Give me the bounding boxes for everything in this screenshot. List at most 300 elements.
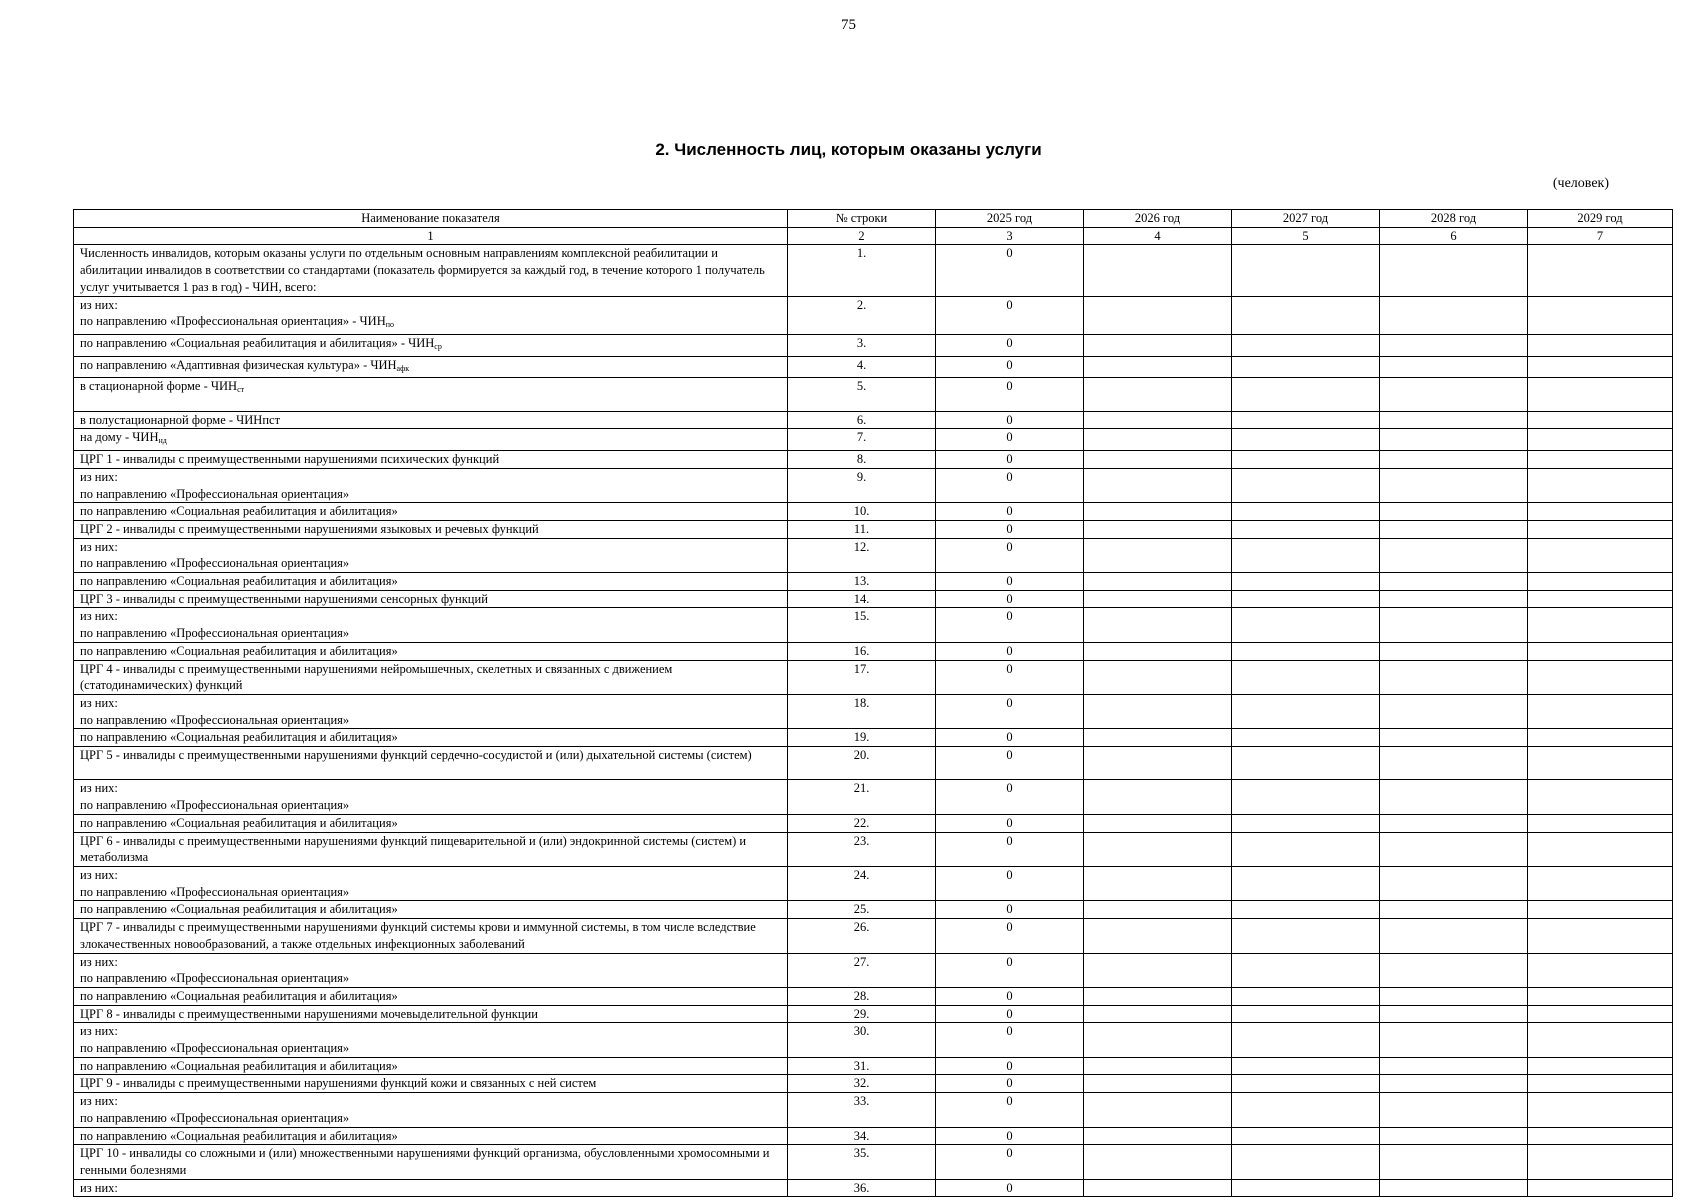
value-2025-cell: 0 bbox=[936, 642, 1084, 660]
table-row bbox=[74, 1023, 1673, 1057]
value-2027-cell bbox=[1232, 451, 1380, 469]
value-2027-cell bbox=[1232, 573, 1380, 591]
row-number-cell: 7. bbox=[788, 429, 936, 451]
value-2025-cell: 0 bbox=[936, 378, 1084, 411]
value-2029-cell bbox=[1528, 866, 1673, 900]
value-2026-cell bbox=[1084, 356, 1232, 378]
value-2026-cell bbox=[1084, 245, 1232, 296]
value-2029-cell bbox=[1528, 729, 1673, 747]
row-number-cell: 25. bbox=[788, 901, 936, 919]
value-2029-cell bbox=[1528, 1145, 1673, 1179]
indicator-text: Численность инвалидов, которым оказаны услуги по отдельным основным направлениям комплексной реабилитации и абилитации инвалидов в соответствии со стандартами (показатель формируется за каждый год, в течение которого 1 получатель услуг учитывается 1 раз в год) - ЧИН, всего: bbox=[80, 246, 765, 294]
indicator-text: из них: bbox=[80, 1180, 118, 1195]
value-2025-cell: 0 bbox=[936, 866, 1084, 900]
row-number-cell: 2. bbox=[788, 296, 936, 334]
value-2026-cell bbox=[1084, 729, 1232, 747]
indicator-text: из них: bbox=[80, 539, 118, 554]
value-2026-cell bbox=[1084, 832, 1232, 866]
value-2027-cell bbox=[1232, 832, 1380, 866]
indicator-text: по направлению «Профессиональная ориентация» bbox=[80, 556, 350, 571]
value-2026-cell bbox=[1084, 429, 1232, 451]
indicator-name-cell bbox=[74, 987, 788, 1005]
table-row bbox=[74, 334, 1673, 356]
value-2025-cell: 0 bbox=[936, 919, 1084, 953]
value-2025-cell: 0 bbox=[936, 520, 1084, 538]
value-2027-cell bbox=[1232, 411, 1380, 429]
value-2028-cell bbox=[1380, 953, 1528, 987]
column-number: 3 bbox=[936, 227, 1084, 245]
page-number: 75 bbox=[841, 17, 856, 33]
indicator-text: ЦРГ 8 - инвалиды с преимущественными нарушениями мочевыделительной функции bbox=[80, 1006, 538, 1021]
value-2027-cell bbox=[1232, 245, 1380, 296]
indicator-text: по направлению «Профессиональная ориентация» bbox=[80, 971, 350, 986]
value-2027-cell bbox=[1232, 953, 1380, 987]
indicator-name-cell bbox=[74, 832, 788, 866]
row-number-cell: 1. bbox=[788, 245, 936, 296]
indicator-name-cell bbox=[74, 1057, 788, 1075]
indicator-text: по направлению «Профессиональная ориентация» bbox=[80, 712, 350, 727]
indicator-name-cell bbox=[74, 866, 788, 900]
indicator-text: по направлению «Профессиональная ориентация» bbox=[80, 1041, 350, 1056]
value-2028-cell bbox=[1380, 780, 1528, 814]
row-number-cell: 19. bbox=[788, 729, 936, 747]
value-2026-cell bbox=[1084, 573, 1232, 591]
value-2027-cell bbox=[1232, 503, 1380, 521]
value-2025-cell: 0 bbox=[936, 608, 1084, 642]
value-2028-cell bbox=[1380, 747, 1528, 780]
indicator-name-cell bbox=[74, 1005, 788, 1023]
value-2029-cell bbox=[1528, 356, 1673, 378]
value-2027-cell bbox=[1232, 729, 1380, 747]
indicator-text: ЦРГ 4 - инвалиды с преимущественными нарушениями нейромышечных, скелетных и связанных с движением (статодинамических) функций bbox=[80, 661, 673, 693]
value-2025-cell: 0 bbox=[936, 451, 1084, 469]
value-2026-cell bbox=[1084, 451, 1232, 469]
row-number-cell: 21. bbox=[788, 780, 936, 814]
table-row bbox=[74, 451, 1673, 469]
indicator-name-cell bbox=[74, 747, 788, 780]
row-number-cell: 33. bbox=[788, 1093, 936, 1127]
value-2027-cell bbox=[1232, 590, 1380, 608]
value-2029-cell bbox=[1528, 953, 1673, 987]
value-2027-cell bbox=[1232, 660, 1380, 694]
table-row bbox=[74, 642, 1673, 660]
value-2026-cell bbox=[1084, 987, 1232, 1005]
value-2028-cell bbox=[1380, 590, 1528, 608]
indicator-text: по направлению «Профессиональная ориентация» bbox=[80, 486, 350, 501]
indicator-text: из них: bbox=[80, 695, 118, 710]
indicator-text: по направлению «Социальная реабилитация и абилитация» bbox=[80, 574, 398, 589]
value-2027-cell bbox=[1232, 1127, 1380, 1145]
value-2029-cell bbox=[1528, 1127, 1673, 1145]
value-2029-cell bbox=[1528, 1075, 1673, 1093]
table-row bbox=[74, 832, 1673, 866]
table-row bbox=[74, 538, 1673, 572]
row-number-cell: 16. bbox=[788, 642, 936, 660]
value-2027-cell bbox=[1232, 1005, 1380, 1023]
value-2028-cell bbox=[1380, 1075, 1528, 1093]
value-2028-cell bbox=[1380, 296, 1528, 334]
value-2027-cell bbox=[1232, 1093, 1380, 1127]
column-number: 6 bbox=[1380, 227, 1528, 245]
indicator-text: ЦРГ 5 - инвалиды с преимущественными нарушениями функций сердечно-сосудистой и (или) дыхательной системы (систем) bbox=[80, 748, 752, 763]
value-2026-cell bbox=[1084, 538, 1232, 572]
row-number-cell: 4. bbox=[788, 356, 936, 378]
row-number-cell: 23. bbox=[788, 832, 936, 866]
table-row bbox=[74, 1179, 1673, 1197]
value-2027-cell bbox=[1232, 538, 1380, 572]
value-2028-cell bbox=[1380, 411, 1528, 429]
row-number-cell: 34. bbox=[788, 1127, 936, 1145]
value-2029-cell bbox=[1528, 660, 1673, 694]
value-2029-cell bbox=[1528, 987, 1673, 1005]
value-2026-cell bbox=[1084, 1145, 1232, 1179]
indicator-text: из них: bbox=[80, 1024, 118, 1039]
value-2026-cell bbox=[1084, 503, 1232, 521]
indicator-subscript: нд bbox=[158, 436, 167, 446]
value-2028-cell bbox=[1380, 832, 1528, 866]
indicator-name-cell bbox=[74, 1093, 788, 1127]
indicator-text: по направлению «Профессиональная ориентация» - ЧИН bbox=[80, 314, 386, 329]
row-number-cell: 31. bbox=[788, 1057, 936, 1075]
value-2028-cell bbox=[1380, 608, 1528, 642]
table-row bbox=[74, 1057, 1673, 1075]
value-2025-cell: 0 bbox=[936, 356, 1084, 378]
table-row bbox=[74, 590, 1673, 608]
indicator-text: ЦРГ 7 - инвалиды с преимущественными нарушениями функций системы крови и иммунной системы, в том числе вследствие злокачественных новообразований, а также отдельных инфекционных заболеваний bbox=[80, 920, 756, 951]
value-2025-cell: 0 bbox=[936, 1005, 1084, 1023]
indicator-name-cell bbox=[74, 245, 788, 296]
row-number-cell: 20. bbox=[788, 747, 936, 780]
value-2027-cell bbox=[1232, 919, 1380, 953]
value-2028-cell bbox=[1380, 468, 1528, 502]
table-row bbox=[74, 1075, 1673, 1093]
value-2029-cell bbox=[1528, 411, 1673, 429]
indicator-text: из них: bbox=[80, 1094, 118, 1109]
value-2025-cell: 0 bbox=[936, 334, 1084, 356]
value-2025-cell: 0 bbox=[936, 1145, 1084, 1179]
indicator-name-cell bbox=[74, 356, 788, 378]
row-number-cell: 24. bbox=[788, 866, 936, 900]
value-2026-cell bbox=[1084, 660, 1232, 694]
value-2025-cell: 0 bbox=[936, 832, 1084, 866]
value-2026-cell bbox=[1084, 1023, 1232, 1057]
value-2028-cell bbox=[1380, 429, 1528, 451]
row-number-cell: 5. bbox=[788, 378, 936, 411]
indicator-text: в полустационарной форме - ЧИНпст bbox=[80, 412, 281, 427]
indicator-text: по направлению «Социальная реабилитация и абилитация» bbox=[80, 1128, 398, 1143]
indicator-name-cell bbox=[74, 1023, 788, 1057]
indicator-name-cell bbox=[74, 1075, 788, 1093]
table-body bbox=[74, 245, 1673, 1197]
value-2026-cell bbox=[1084, 411, 1232, 429]
row-number-cell: 11. bbox=[788, 520, 936, 538]
indicator-text: ЦРГ 9 - инвалиды с преимущественными нарушениями функций кожи и связанных с ней систем bbox=[80, 1076, 597, 1091]
value-2029-cell bbox=[1528, 901, 1673, 919]
section-title: 2. Численность лиц, которым оказаны услуги bbox=[655, 140, 1042, 159]
header-indicator-name: Наименование показателя bbox=[74, 210, 788, 228]
value-2028-cell bbox=[1380, 660, 1528, 694]
value-2028-cell bbox=[1380, 451, 1528, 469]
header-year-2027: 2027 год bbox=[1232, 210, 1380, 228]
value-2025-cell: 0 bbox=[936, 1179, 1084, 1197]
value-2026-cell bbox=[1084, 780, 1232, 814]
table-row bbox=[74, 1093, 1673, 1127]
table-row bbox=[74, 901, 1673, 919]
value-2025-cell: 0 bbox=[936, 694, 1084, 728]
value-2028-cell bbox=[1380, 245, 1528, 296]
indicator-name-cell bbox=[74, 901, 788, 919]
indicator-text: по направлению «Профессиональная ориентация» bbox=[80, 626, 350, 641]
row-number-cell: 26. bbox=[788, 919, 936, 953]
indicator-name-cell bbox=[74, 729, 788, 747]
value-2027-cell bbox=[1232, 642, 1380, 660]
value-2027-cell bbox=[1232, 296, 1380, 334]
table-row bbox=[74, 694, 1673, 728]
table-header-row bbox=[74, 210, 1673, 228]
value-2029-cell bbox=[1528, 1093, 1673, 1127]
value-2026-cell bbox=[1084, 901, 1232, 919]
indicator-name-cell bbox=[74, 953, 788, 987]
indicator-text: ЦРГ 1 - инвалиды с преимущественными нарушениями психических функций bbox=[80, 452, 500, 467]
value-2029-cell bbox=[1528, 590, 1673, 608]
value-2025-cell: 0 bbox=[936, 953, 1084, 987]
header-row-number: № строки bbox=[788, 210, 936, 228]
indicator-text: ЦРГ 6 - инвалиды с преимущественными нарушениями функций пищеварительной и (или) эндокринной системы (систем) и метаболизма bbox=[80, 833, 747, 865]
indicator-text: ЦРГ 3 - инвалиды с преимущественными нарушениями сенсорных функций bbox=[80, 591, 488, 606]
value-2025-cell: 0 bbox=[936, 814, 1084, 832]
value-2026-cell bbox=[1084, 1075, 1232, 1093]
value-2025-cell: 0 bbox=[936, 780, 1084, 814]
row-number-cell: 30. bbox=[788, 1023, 936, 1057]
row-number-cell: 13. bbox=[788, 573, 936, 591]
value-2027-cell bbox=[1232, 1179, 1380, 1197]
indicator-name-cell bbox=[74, 451, 788, 469]
indicator-text: на дому - ЧИН bbox=[80, 430, 159, 445]
value-2028-cell bbox=[1380, 1179, 1528, 1197]
value-2028-cell bbox=[1380, 1145, 1528, 1179]
value-2029-cell bbox=[1528, 451, 1673, 469]
table-row bbox=[74, 296, 1673, 334]
value-2027-cell bbox=[1232, 1075, 1380, 1093]
table-row bbox=[74, 1127, 1673, 1145]
indicator-text: из них: bbox=[80, 297, 118, 312]
indicators-table bbox=[73, 209, 1673, 1197]
value-2027-cell bbox=[1232, 1023, 1380, 1057]
indicator-text: по направлению «Социальная реабилитация и абилитация» - ЧИН bbox=[80, 335, 435, 350]
value-2029-cell bbox=[1528, 747, 1673, 780]
row-number-cell: 6. bbox=[788, 411, 936, 429]
row-number-cell: 8. bbox=[788, 451, 936, 469]
value-2025-cell: 0 bbox=[936, 429, 1084, 451]
indicator-text: по направлению «Адаптивная физическая культура» - ЧИН bbox=[80, 357, 397, 372]
value-2026-cell bbox=[1084, 814, 1232, 832]
value-2025-cell: 0 bbox=[936, 987, 1084, 1005]
value-2028-cell bbox=[1380, 538, 1528, 572]
table-row bbox=[74, 953, 1673, 987]
value-2026-cell bbox=[1084, 378, 1232, 411]
value-2025-cell: 0 bbox=[936, 660, 1084, 694]
indicator-name-cell bbox=[74, 814, 788, 832]
value-2026-cell bbox=[1084, 296, 1232, 334]
indicator-name-cell bbox=[74, 590, 788, 608]
units-label: (человек) bbox=[1552, 176, 1609, 191]
value-2027-cell bbox=[1232, 866, 1380, 900]
row-number-cell: 22. bbox=[788, 814, 936, 832]
indicator-text: по направлению «Социальная реабилитация и абилитация» bbox=[80, 643, 398, 658]
value-2025-cell: 0 bbox=[936, 411, 1084, 429]
indicator-text: в стационарной форме - ЧИН bbox=[80, 379, 238, 394]
table-row bbox=[74, 411, 1673, 429]
column-number: 7 bbox=[1528, 227, 1673, 245]
indicator-text: по направлению «Социальная реабилитация и абилитация» bbox=[80, 902, 398, 917]
indicator-text: по направлению «Профессиональная ориентация» bbox=[80, 798, 350, 813]
table-row bbox=[74, 814, 1673, 832]
indicator-name-cell bbox=[74, 608, 788, 642]
row-number-cell: 28. bbox=[788, 987, 936, 1005]
table-row bbox=[74, 520, 1673, 538]
value-2027-cell bbox=[1232, 608, 1380, 642]
value-2027-cell bbox=[1232, 334, 1380, 356]
value-2025-cell: 0 bbox=[936, 1057, 1084, 1075]
indicator-text: по направлению «Социальная реабилитация и абилитация» bbox=[80, 504, 398, 519]
value-2028-cell bbox=[1380, 642, 1528, 660]
value-2028-cell bbox=[1380, 814, 1528, 832]
indicator-subscript: афк bbox=[396, 363, 410, 373]
table-row bbox=[74, 608, 1673, 642]
indicator-name-cell bbox=[74, 694, 788, 728]
indicator-text: по направлению «Социальная реабилитация и абилитация» bbox=[80, 815, 398, 830]
value-2029-cell bbox=[1528, 1057, 1673, 1075]
value-2026-cell bbox=[1084, 468, 1232, 502]
value-2029-cell bbox=[1528, 296, 1673, 334]
value-2029-cell bbox=[1528, 694, 1673, 728]
indicator-text: из них: bbox=[80, 781, 118, 796]
indicator-name-cell bbox=[74, 1179, 788, 1197]
value-2027-cell bbox=[1232, 429, 1380, 451]
value-2027-cell bbox=[1232, 694, 1380, 728]
indicator-name-cell bbox=[74, 378, 788, 411]
table-row bbox=[74, 573, 1673, 591]
value-2027-cell bbox=[1232, 1145, 1380, 1179]
value-2028-cell bbox=[1380, 919, 1528, 953]
value-2025-cell: 0 bbox=[936, 468, 1084, 502]
table-row bbox=[74, 245, 1673, 296]
indicator-subscript: ср bbox=[434, 341, 442, 351]
value-2026-cell bbox=[1084, 747, 1232, 780]
table-row bbox=[74, 866, 1673, 900]
row-number-cell: 14. bbox=[788, 590, 936, 608]
indicator-name-cell bbox=[74, 334, 788, 356]
value-2029-cell bbox=[1528, 1179, 1673, 1197]
value-2029-cell bbox=[1528, 814, 1673, 832]
value-2029-cell bbox=[1528, 832, 1673, 866]
column-number: 4 bbox=[1084, 227, 1232, 245]
value-2029-cell bbox=[1528, 334, 1673, 356]
indicator-text: по направлению «Социальная реабилитация и абилитация» bbox=[80, 730, 398, 745]
row-number-cell: 29. bbox=[788, 1005, 936, 1023]
value-2026-cell bbox=[1084, 590, 1232, 608]
value-2027-cell bbox=[1232, 814, 1380, 832]
header-year-2029: 2029 год bbox=[1528, 210, 1673, 228]
row-number-cell: 12. bbox=[788, 538, 936, 572]
table-row bbox=[74, 780, 1673, 814]
value-2025-cell: 0 bbox=[936, 901, 1084, 919]
value-2028-cell bbox=[1380, 520, 1528, 538]
row-number-cell: 27. bbox=[788, 953, 936, 987]
value-2029-cell bbox=[1528, 608, 1673, 642]
row-number-cell: 9. bbox=[788, 468, 936, 502]
indicator-subscript: по bbox=[385, 320, 395, 330]
value-2025-cell: 0 bbox=[936, 503, 1084, 521]
indicator-name-cell bbox=[74, 296, 788, 334]
value-2028-cell bbox=[1380, 1127, 1528, 1145]
value-2029-cell bbox=[1528, 780, 1673, 814]
value-2025-cell: 0 bbox=[936, 1127, 1084, 1145]
value-2027-cell bbox=[1232, 520, 1380, 538]
value-2025-cell: 0 bbox=[936, 1023, 1084, 1057]
value-2027-cell bbox=[1232, 378, 1380, 411]
table-row bbox=[74, 919, 1673, 953]
header-year-2026: 2026 год bbox=[1084, 210, 1232, 228]
value-2029-cell bbox=[1528, 429, 1673, 451]
value-2027-cell bbox=[1232, 1057, 1380, 1075]
value-2029-cell bbox=[1528, 642, 1673, 660]
indicator-name-cell bbox=[74, 468, 788, 502]
row-number-cell: 3. bbox=[788, 334, 936, 356]
value-2025-cell: 0 bbox=[936, 296, 1084, 334]
row-number-cell: 35. bbox=[788, 1145, 936, 1179]
value-2029-cell bbox=[1528, 503, 1673, 521]
value-2025-cell: 0 bbox=[936, 747, 1084, 780]
value-2028-cell bbox=[1380, 334, 1528, 356]
value-2026-cell bbox=[1084, 694, 1232, 728]
value-2026-cell bbox=[1084, 953, 1232, 987]
value-2026-cell bbox=[1084, 608, 1232, 642]
table-row bbox=[74, 429, 1673, 451]
value-2027-cell bbox=[1232, 901, 1380, 919]
value-2028-cell bbox=[1380, 1057, 1528, 1075]
table-row bbox=[74, 729, 1673, 747]
table-row bbox=[74, 503, 1673, 521]
indicator-name-cell bbox=[74, 642, 788, 660]
value-2025-cell: 0 bbox=[936, 590, 1084, 608]
indicator-text: по направлению «Профессиональная ориентация» bbox=[80, 1110, 350, 1125]
value-2029-cell bbox=[1528, 1005, 1673, 1023]
row-number-cell: 17. bbox=[788, 660, 936, 694]
header-year-2025: 2025 год bbox=[936, 210, 1084, 228]
value-2026-cell bbox=[1084, 520, 1232, 538]
value-2026-cell bbox=[1084, 1127, 1232, 1145]
indicator-text: ЦРГ 10 - инвалиды со сложными и (или) множественными нарушениями функций организма, обусловленными хромосомными и генными болезнями bbox=[80, 1146, 770, 1177]
value-2029-cell bbox=[1528, 468, 1673, 502]
indicator-text: из них: bbox=[80, 609, 118, 624]
table-row bbox=[74, 468, 1673, 502]
indicator-name-cell bbox=[74, 660, 788, 694]
value-2027-cell bbox=[1232, 356, 1380, 378]
table-row bbox=[74, 987, 1673, 1005]
value-2028-cell bbox=[1380, 1005, 1528, 1023]
value-2026-cell bbox=[1084, 919, 1232, 953]
value-2028-cell bbox=[1380, 573, 1528, 591]
value-2029-cell bbox=[1528, 378, 1673, 411]
value-2026-cell bbox=[1084, 1093, 1232, 1127]
value-2028-cell bbox=[1380, 901, 1528, 919]
column-number: 1 bbox=[74, 227, 788, 245]
row-number-cell: 15. bbox=[788, 608, 936, 642]
indicator-text: по направлению «Социальная реабилитация и абилитация» bbox=[80, 1058, 398, 1073]
indicator-text: из них: bbox=[80, 867, 118, 882]
value-2029-cell bbox=[1528, 919, 1673, 953]
